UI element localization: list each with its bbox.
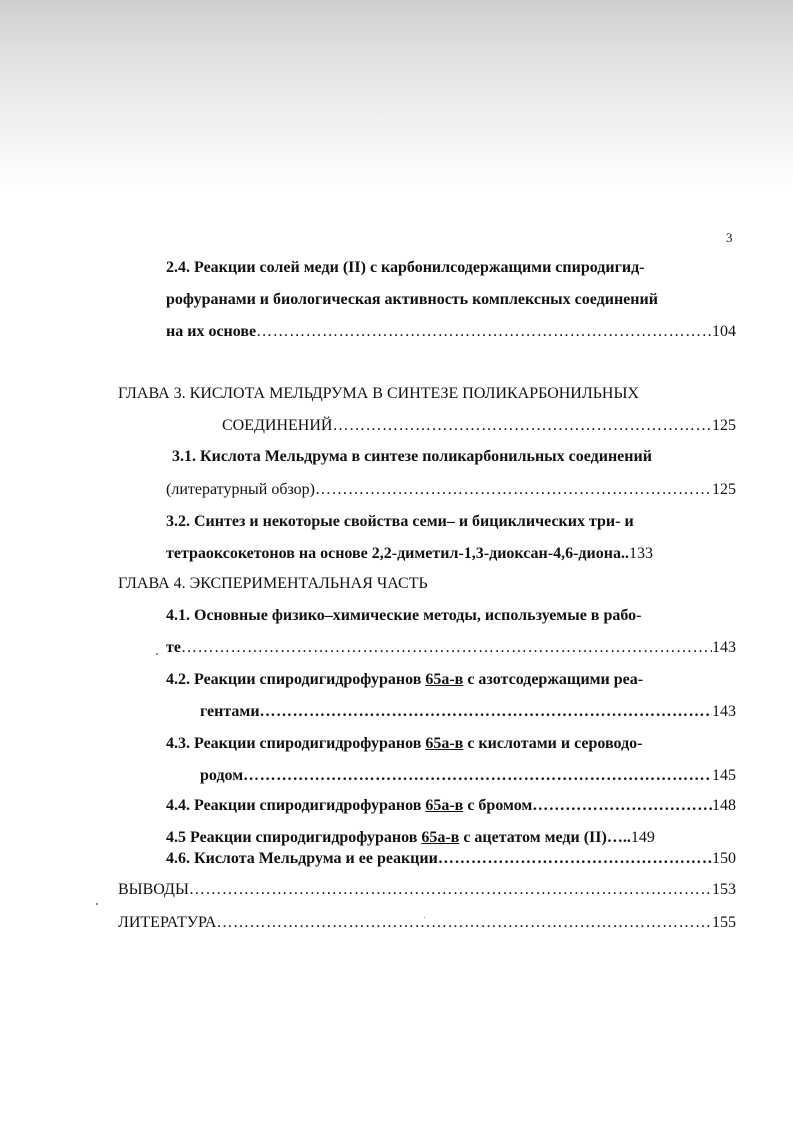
toc-3-2-page: 133 bbox=[628, 545, 653, 562]
toc-4-4-page: 148 bbox=[712, 797, 736, 814]
chapter-3-heading: ГЛАВА 3. КИСЛОТА МЕЛЬДРУМА В СИНТЕЗЕ ПОЛИКАРБОНИЛЬНЫХ bbox=[118, 385, 639, 402]
toc-references-label: ЛИТЕРАТУРА bbox=[118, 914, 217, 931]
toc-2-4-line1: 2.4. Реакции солей меди (II) с карбонилсодержащими спиродигид- bbox=[166, 259, 645, 276]
toc-references-page: 155 bbox=[712, 914, 736, 931]
toc-4-2-page: 143 bbox=[712, 703, 736, 720]
toc-4-5-page: 149 bbox=[630, 829, 655, 846]
toc-4-3-title-cont: родом bbox=[200, 767, 244, 784]
toc-4-1-line1: 4.1. Основные физико–химические методы, используемые в рабо- bbox=[166, 607, 642, 624]
toc-leader bbox=[332, 416, 712, 436]
toc-4-5-ref: 65а-в bbox=[421, 829, 460, 846]
toc-4-4 bbox=[166, 796, 736, 816]
toc-4-2-line1 bbox=[166, 670, 643, 690]
toc-2-4-page: 104 bbox=[712, 323, 736, 340]
chapter-3-title-cont: СОЕДИНЕНИЙ bbox=[222, 417, 333, 434]
page-number: 3 bbox=[726, 230, 733, 245]
toc-leader bbox=[438, 849, 712, 869]
toc-3-1-page: 125 bbox=[712, 481, 736, 498]
chapter-4-heading: ГЛАВА 4. ЭКСПЕРИМЕНТАЛЬНАЯ ЧАСТЬ bbox=[118, 575, 428, 592]
toc-4-4-post: с бромом bbox=[463, 797, 533, 814]
toc-3-2-line2 bbox=[166, 544, 653, 564]
chapter-3-line2 bbox=[222, 416, 736, 436]
chapter-3-page: 125 bbox=[712, 417, 736, 434]
toc-4-2-line2 bbox=[200, 702, 736, 722]
toc-leader bbox=[216, 913, 712, 933]
toc-3-1-subtitle: (литературный обзор) bbox=[166, 481, 316, 498]
toc-2-4-title: на их основе bbox=[166, 323, 257, 340]
toc-leader bbox=[315, 480, 712, 500]
toc-4-6-page: 150 bbox=[712, 850, 736, 867]
toc-references bbox=[118, 913, 736, 933]
toc-4-2-pre: 4.2. Реакции спиродигидрофуранов bbox=[166, 671, 426, 688]
toc-4-3-line2 bbox=[200, 766, 736, 786]
toc-3-1-line1: 3.1. Кислота Мельдрума в синтезе поликарбонильных соединений bbox=[172, 448, 652, 465]
toc-conclusions bbox=[118, 880, 736, 900]
toc-3-2-title-cont: тетраоксокетонов на основе 2,2-диметил-1,3-диоксан-4,6-диона.. bbox=[166, 545, 629, 562]
toc-4-3-page: 145 bbox=[712, 767, 736, 784]
toc-4-5-post: с ацетатом меди (II)….. bbox=[459, 829, 631, 846]
toc-conclusions-label: ВЫВОДЫ bbox=[118, 881, 189, 898]
toc-4-3-line1 bbox=[166, 734, 643, 754]
toc-4-4-ref: 65а-в bbox=[425, 797, 464, 814]
scan-speck bbox=[424, 917, 425, 918]
toc-leader bbox=[532, 796, 712, 816]
toc-4-6 bbox=[166, 849, 736, 869]
scan-shading bbox=[0, 0, 793, 190]
toc-leader bbox=[260, 702, 712, 722]
scan-speck bbox=[96, 903, 98, 905]
toc-leader bbox=[181, 638, 712, 658]
toc-4-1-page: 143 bbox=[712, 639, 736, 656]
toc-4-1-title-cont: те bbox=[166, 639, 181, 656]
toc-4-3-ref: 65а-в bbox=[425, 735, 464, 752]
toc-leader bbox=[189, 880, 712, 900]
toc-leader bbox=[243, 766, 712, 786]
toc-4-3-pre: 4.3. Реакции спиродигидрофуранов bbox=[166, 735, 426, 752]
toc-4-5 bbox=[166, 828, 655, 848]
toc-4-1-line2 bbox=[166, 638, 736, 658]
toc-4-2-ref: 65а-в bbox=[425, 671, 464, 688]
toc-3-2-line1: 3.2. Синтез и некоторые свойства семи– и бициклических три- и bbox=[166, 513, 634, 530]
scan-speck bbox=[156, 653, 158, 655]
toc-4-2-title-cont: гентами bbox=[200, 703, 260, 720]
toc-4-4-title bbox=[166, 796, 532, 816]
toc-4-2-post: с азотсодержащими реа- bbox=[463, 671, 644, 688]
toc-2-4-line2: рофуранами и биологическая активность комплексных соединений bbox=[166, 291, 658, 308]
toc-4-5-pre: 4.5 Реакции спиродигидрофуранов bbox=[166, 829, 422, 846]
toc-leader bbox=[256, 322, 712, 342]
toc-2-4-line3 bbox=[166, 322, 736, 342]
toc-conclusions-page: 153 bbox=[712, 881, 736, 898]
toc-4-3-post: с кислотами и сероводо- bbox=[463, 735, 643, 752]
toc-4-4-pre: 4.4. Реакции спиродигидрофуранов bbox=[166, 797, 426, 814]
toc-4-6-title: 4.6. Кислота Мельдрума и ее реакции bbox=[166, 850, 438, 867]
toc-3-1-line2 bbox=[166, 480, 736, 500]
